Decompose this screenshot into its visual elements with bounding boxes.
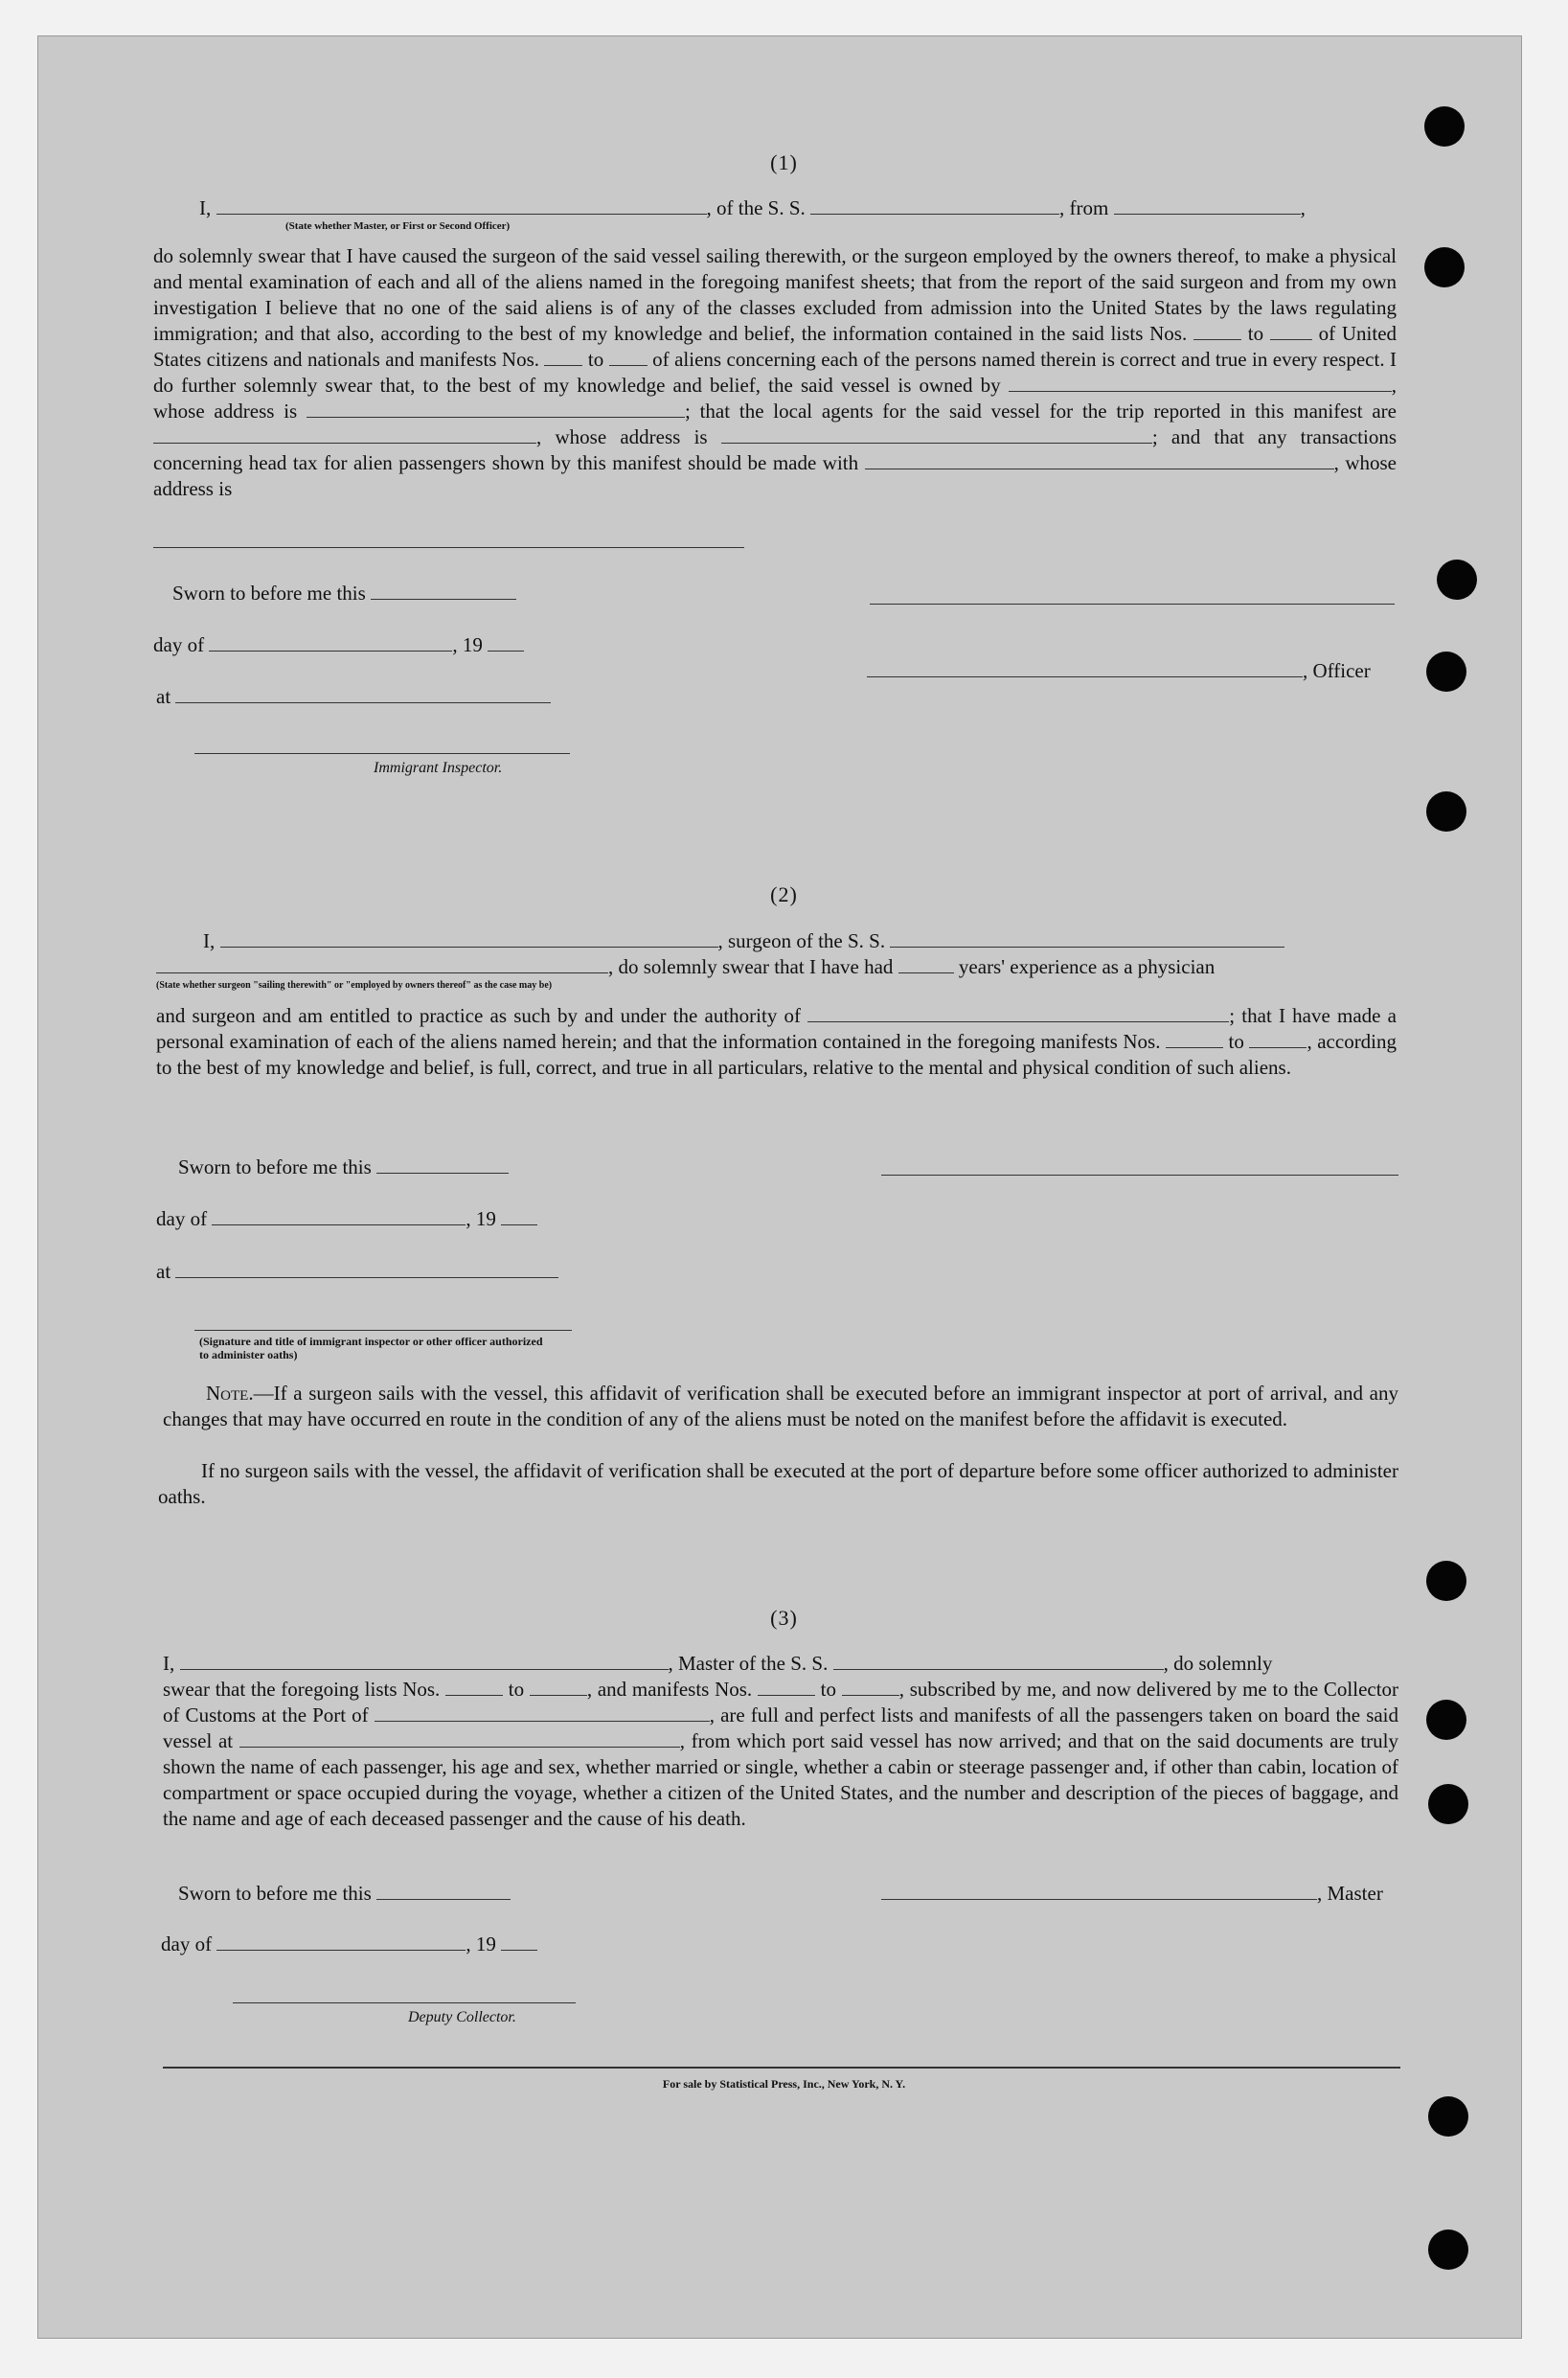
para1-text-a: do solemnly swear that I have caused the surgeon of the said vessel sailing therewith, or the surgeon employed by the owners thereof, to make a physical and mental examination of each and all of the aliens named in the foregoing manifest sheets; that from the report of the said surgeon and from my own investigation I believe that no one of the said aliens is of any of the classes excluded from admission into the United States by the laws regulating immigration; and that also, according to the best of my knowledge and belief, the information contained in the said lists Nos. <box>153 244 1397 345</box>
para1-text-d: ; that the local agents for the said vessel for the trip reported in this manifest are <box>684 400 1397 423</box>
master-signature-line[interactable] <box>870 604 1395 605</box>
years-label: years' experience as a physician <box>958 955 1216 978</box>
head-tax-address-line[interactable] <box>153 547 744 548</box>
para1-whose-address-c: , whose address is <box>153 451 1398 500</box>
year-label-3: , 19 <box>466 1932 496 1955</box>
para2-text-c: , according to the best of my knowledge and belief, is full, correct, and true in all particulars, relative to the mental and physical condition of such aliens. <box>156 1030 1398 1079</box>
surgeon-line <box>203 928 1284 954</box>
day-of-label-3: day of <box>161 1932 213 1955</box>
inspector-caption: Immigrant Inspector. <box>374 760 503 776</box>
punch-hole-4 <box>1426 652 1466 692</box>
section-2-paragraph <box>156 1003 1397 1081</box>
inspector-signature-line[interactable] <box>194 753 570 754</box>
officer-name-field[interactable] <box>216 200 707 215</box>
para3-text-d: , from which port said vessel has now arrived; and that on the said documents are truly shown the name of each passenger, his age and sex, whether married or single, whether a cabin or steerage passenger and, if other than cabin, location of compartment or space occupied during the voyage, whether a citizen of the United States, and the number and description of the pieces of baggage, and the name and age of each deceased passenger and the cause of his death. <box>163 1729 1398 1830</box>
officer-label: , Officer <box>1303 659 1371 682</box>
sworn-label-1: Sworn to before me this <box>172 582 366 605</box>
at-label-1: at <box>156 685 171 708</box>
master-manifests-to-field[interactable] <box>842 1681 899 1696</box>
authority-field[interactable] <box>807 1008 1229 1022</box>
officer-signature-field[interactable] <box>867 663 1303 677</box>
surgeon-name-field[interactable] <box>220 933 718 948</box>
section-3-number: (3) <box>770 1606 798 1630</box>
at-field-1[interactable] <box>175 689 551 703</box>
i-label: I, <box>199 196 212 219</box>
note-lead: Note. <box>206 1382 254 1405</box>
note-paragraph-2 <box>158 1458 1398 1510</box>
para1-whose-address-a: , whose address is <box>153 374 1398 423</box>
master-signature-field[interactable] <box>881 1886 1317 1900</box>
section-1-oath-line <box>199 195 1306 221</box>
lists-to-field[interactable] <box>1270 326 1312 340</box>
para3-text-c: , are full and perfect lists and manifests of all the passengers taken on board the said vessel at <box>163 1703 1399 1752</box>
year-label-1: , 19 <box>452 633 483 656</box>
day-of-field-1[interactable] <box>209 637 452 652</box>
i-label-3: I, <box>163 1652 175 1675</box>
day-of-field-2[interactable] <box>212 1211 466 1225</box>
oath-officer-signature-line[interactable] <box>194 1330 572 1331</box>
punch-hole-1 <box>1424 106 1465 147</box>
note-text-2: If no surgeon sails with the vessel, the affidavit of verification shall be executed at the port of departure before some officer authorized to administer oaths. <box>158 1459 1398 1508</box>
oath-officer-caption: (Signature and title of immigrant inspector or other officer authorized to administer oaths) <box>199 1335 543 1361</box>
line-end-comma: , <box>1300 196 1306 219</box>
para1-to-b: to <box>587 348 604 371</box>
manifests-to-field[interactable] <box>609 352 648 366</box>
local-agents-field[interactable] <box>153 429 536 444</box>
punch-hole-2 <box>1424 247 1465 287</box>
head-tax-party-field[interactable] <box>865 455 1334 469</box>
collector-caption: Deputy Collector. <box>408 2009 516 2025</box>
sworn-line-3 <box>178 1881 511 1907</box>
punch-hole-3 <box>1437 560 1477 600</box>
day-of-field-3[interactable] <box>216 1936 466 1951</box>
master-line <box>163 1651 1272 1677</box>
section-1-number: (1) <box>770 150 798 174</box>
years-field[interactable] <box>898 959 954 973</box>
master-name-field[interactable] <box>180 1656 669 1670</box>
section-2-number: (2) <box>770 882 798 906</box>
punch-hole-10 <box>1428 2229 1468 2270</box>
footer-rule <box>163 2067 1400 2069</box>
sworn-day-field-1[interactable] <box>371 585 516 600</box>
vessel-name-field[interactable] <box>810 200 1059 215</box>
para2-text-a: and surgeon and am entitled to practice as such by and under the authority of <box>156 1004 802 1027</box>
do-solemnly-label: , do solemnly <box>1163 1652 1273 1675</box>
master-of-label: , Master of the S. S. <box>668 1652 829 1675</box>
from-port-field[interactable] <box>1114 200 1301 215</box>
sworn-label-3: Sworn to before me this <box>178 1882 372 1905</box>
collector-signature-line[interactable] <box>233 2002 576 2003</box>
sworn-label-2: Sworn to before me this <box>178 1155 372 1178</box>
surgeon-caption: (State whether surgeon "sailing therewith" or "employed by owners thereof" as the case may be) <box>156 980 553 991</box>
para1-whose-address-b: , whose address is <box>536 425 708 448</box>
para3-text-a: swear that the foregoing lists Nos. <box>163 1678 441 1701</box>
surgeon-swear-line <box>156 954 1215 980</box>
at-line-1 <box>156 684 551 710</box>
sworn-line-1 <box>172 581 516 606</box>
note-paragraph <box>163 1381 1398 1432</box>
para2-text-b: ; that I have made a personal examination of each of the aliens named herein; and that the information contained in the foregoing manifests Nos. <box>156 1004 1398 1053</box>
agents-address-field[interactable] <box>721 429 1152 444</box>
surgeon-signature-line[interactable] <box>881 1175 1398 1176</box>
customs-port-field[interactable] <box>375 1707 710 1722</box>
owner-field[interactable] <box>1009 377 1392 392</box>
year-field-1[interactable] <box>488 637 524 652</box>
para1-to-a: to <box>1247 322 1264 345</box>
year-field-3[interactable] <box>501 1936 537 1951</box>
surgeon-status-field[interactable] <box>156 959 608 973</box>
surgeon-manifests-from-field[interactable] <box>1166 1034 1223 1048</box>
section-3-paragraph <box>163 1677 1398 1832</box>
punch-hole-6 <box>1426 1561 1466 1601</box>
note-text-1: —If a surgeon sails with the vessel, this affidavit of verification shall be executed before an immigrant inspector at port of arrival, and any changes that may have occurred en route in the condition of any of the aliens must be noted on the manifest before the affidavit is executed. <box>163 1382 1398 1430</box>
para3-text-b: , subscribed by me, and now delivered by me to the Collector of Customs at the Port of <box>163 1678 1399 1726</box>
at-line-2 <box>156 1259 558 1285</box>
swear-label: , do solemnly swear that I have had <box>608 955 894 978</box>
master-vessel-field[interactable] <box>833 1656 1164 1670</box>
para1-text-e: ; and that any transactions concerning head tax for alien passengers shown by this manifest should be made with <box>153 425 1397 474</box>
master-label: , Master <box>1317 1882 1383 1905</box>
day-of-label-2: day of <box>156 1207 208 1230</box>
master-lists-to-field[interactable] <box>530 1681 587 1696</box>
master-manifests-from-field[interactable] <box>758 1681 815 1696</box>
day-of-line-3 <box>161 1932 537 1957</box>
footer-printer-note: For sale by Statistical Press, Inc., New York, N. Y. <box>662 2077 906 2091</box>
sworn-day-field-3[interactable] <box>376 1886 511 1900</box>
punch-hole-9 <box>1428 2096 1468 2137</box>
of-ss-label: , of the S. S. <box>706 196 806 219</box>
manifests-from-field[interactable] <box>544 352 582 366</box>
sworn-day-field-2[interactable] <box>376 1159 509 1174</box>
boarding-port-field[interactable] <box>239 1733 680 1748</box>
day-of-line-1 <box>153 632 524 658</box>
owner-address-field[interactable] <box>307 403 685 418</box>
punch-hole-7 <box>1426 1700 1466 1740</box>
day-of-line-2 <box>156 1206 537 1232</box>
para3-to-a: to <box>508 1678 525 1701</box>
at-label-2: at <box>156 1260 171 1283</box>
punch-hole-8 <box>1428 1784 1468 1824</box>
lists-from-field[interactable] <box>1193 326 1241 340</box>
officer-line <box>867 658 1371 684</box>
para3-manifests: , and manifests Nos. <box>586 1678 753 1701</box>
from-label: , from <box>1059 196 1109 219</box>
master-caption: (State whether Master, or First or Second Officer) <box>285 220 511 232</box>
master-lists-from-field[interactable] <box>445 1681 503 1696</box>
sworn-line-2 <box>178 1155 509 1180</box>
surgeon-vessel-field[interactable] <box>890 933 1284 948</box>
para2-to: to <box>1228 1030 1244 1053</box>
para3-to-b: to <box>820 1678 836 1701</box>
surgeon-of-label: , surgeon of the S. S. <box>717 929 886 952</box>
year-label-2: , 19 <box>466 1207 496 1230</box>
i-label-2: I, <box>203 929 216 952</box>
surgeon-manifests-to-field[interactable] <box>1249 1034 1307 1048</box>
para1-text-b: of United States citizens and nationals and manifests Nos. <box>153 322 1398 371</box>
year-field-2[interactable] <box>501 1211 537 1225</box>
section-1-paragraph <box>153 243 1397 502</box>
para1-text-c: of aliens concerning each of the persons named therein is correct and true in every respect. I do further solemnly swear that, to the best of my knowledge and belief, the said vessel is owned by <box>153 348 1398 397</box>
punch-hole-5 <box>1426 791 1466 832</box>
day-of-label-1: day of <box>153 633 205 656</box>
at-field-2[interactable] <box>175 1264 558 1278</box>
master-signature-row <box>881 1881 1383 1907</box>
